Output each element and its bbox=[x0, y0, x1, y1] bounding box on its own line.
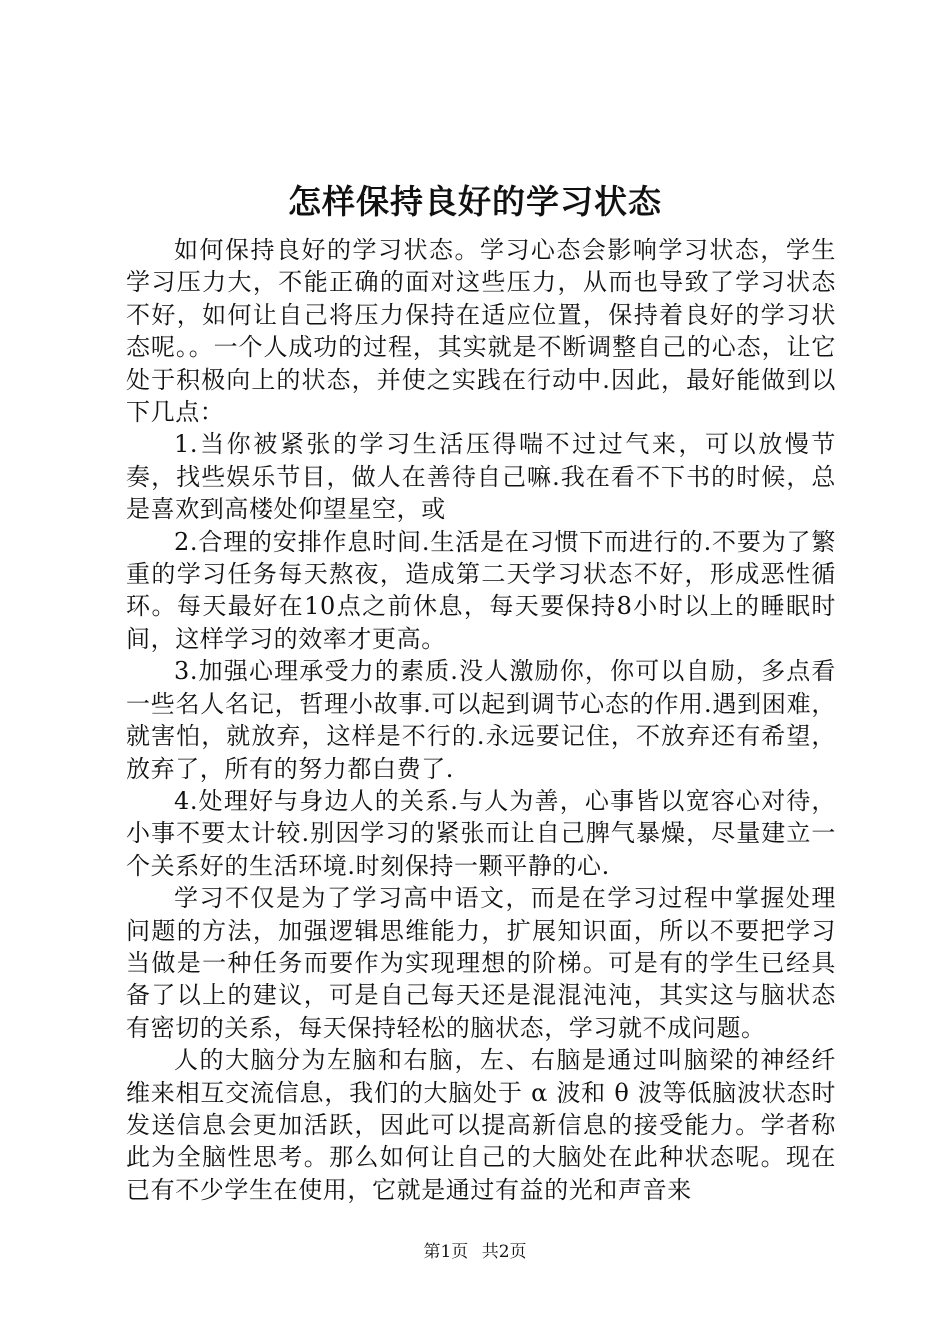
paragraph-point-4: 4.处理好与身边人的关系.与人为善，心事皆以宽容心对待，小事不要太计较.别因学习的紧张而让自己脾气暴燥，尽量建立一个关系好的生活环境.时刻保持一颗平静的心. bbox=[126, 786, 836, 880]
paragraph-intro: 如何保持良好的学习状态。学习心态会影响学习状态，学生学习压力大，不能正确的面对这些压力，从而也导致了学习状态不好，如何让自己将压力保持在适应位置，保持着良好的学习状态呢。。一个人成功的过程，其实就是不断调整自己的心态，让它处于积极向上的状态，并使之实践在行动中.因此，最好能做到以下几点： bbox=[126, 236, 836, 427]
document-body bbox=[126, 234, 836, 1206]
paragraph-point-1: 1.当你被紧张的学习生活压得喘不过过气来，可以放慢节奏，找些娱乐节目，做人在善待自己嘛.我在看不下书的时候，总是喜欢到高楼处仰望星空，或 bbox=[126, 430, 836, 524]
paragraph-brain: 人的大脑分为左脑和右脑，左、右脑是通过叫脑梁的神经纤维来相互交流信息，我们的大脑处于 α 波和 θ 波等低脑波状态时发送信息会更加活跃，因此可以提高新信息的接受能力。学者称此为全脑性思考。那么如何让自己的大脑处在此种状态呢。现在已有不少学生在使用，它就是通过有益的光和声音来 bbox=[126, 1046, 836, 1204]
paragraph-point-2: 2.合理的安排作息时间.生活是在习惯下而进行的.不要为了繁重的学习任务每天熬夜，造成第二天学习状态不好，形成恶性循环。每天最好在10点之前休息，每天要保持8小时以上的睡眠时间，这样学习的效率才更高。 bbox=[126, 527, 836, 653]
paragraph-point-3: 3.加强心理承受力的素质.没人激励你，你可以自励，多点看一些名人名记，哲理小故事.可以起到调节心态的作用.遇到困难，就害怕，就放弃，这样是不行的.永远要记住，不放弃还有希望，放弃了，所有的努力都白费了. bbox=[126, 657, 836, 783]
page-number-total: 共2页 bbox=[481, 1242, 527, 1262]
paragraph-learning: 学习不仅是为了学习高中语文，而是在学习过程中掌握处理问题的方法，加强逻辑思维能力，扩展知识面，所以不要把学习当做是一种任务而要作为实现理想的阶梯。可是有的学生已经具备了以上的建议，可是自己每天还是混混沌沌，其实这与脑状态有密切的关系，每天保持轻松的脑状态，学习就不成问题。 bbox=[126, 884, 836, 1042]
page-number-current: 第1页 bbox=[423, 1242, 469, 1262]
document-title: 怎样保持良好的学习状态 bbox=[288, 182, 662, 221]
page-footer bbox=[0, 1242, 950, 1262]
